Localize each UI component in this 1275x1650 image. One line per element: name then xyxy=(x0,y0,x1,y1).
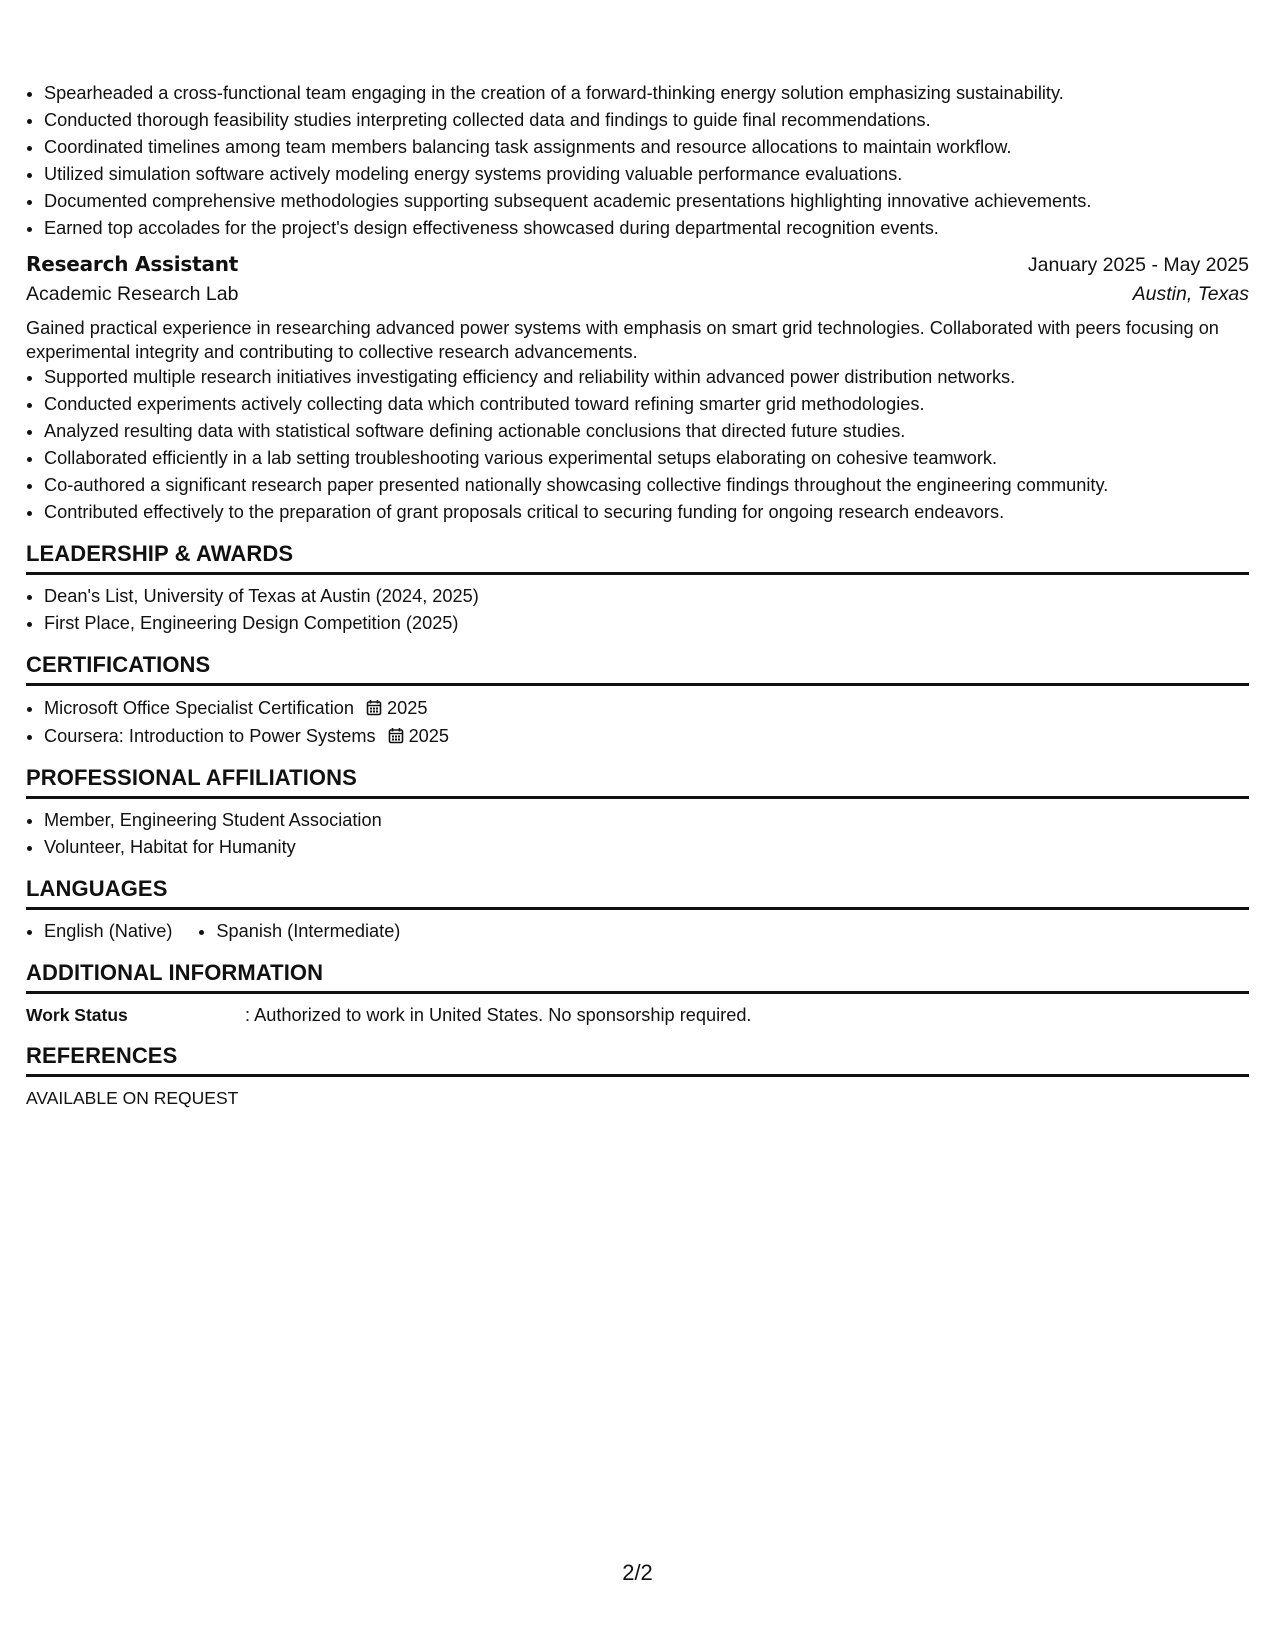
job-bullets xyxy=(26,364,1249,526)
list-item: • Conducted experiments actively collecting data which contributed toward refining smarter grid methodologies. xyxy=(44,391,1249,418)
languages-section xyxy=(26,875,1249,945)
section-title: LEADERSHIP & AWARDS xyxy=(26,540,1249,575)
list-item: • Analyzed resulting data with statistical software defining actionable conclusions that directed future studies. xyxy=(44,418,1249,445)
list-item: • English (Native) xyxy=(44,918,172,945)
resume-page xyxy=(26,80,1249,1111)
list-item: • Earned top accolades for the project's design effectiveness showcased during departmental recognition events. xyxy=(44,215,1249,242)
work-status-value: : Authorized to work in United States. No sponsorship required. xyxy=(245,1005,752,1025)
section-title: PROFESSIONAL AFFILIATIONS xyxy=(26,764,1249,799)
certifications-list xyxy=(26,694,1249,750)
leadership-section xyxy=(26,540,1249,637)
work-status-label: Work Status xyxy=(26,1005,128,1025)
job-title: Research Assistant xyxy=(26,252,239,276)
certification-year: 2025 xyxy=(408,726,450,746)
affiliations-list xyxy=(26,807,1249,861)
certifications-section xyxy=(26,651,1249,750)
list-item: • Spanish (Intermediate) xyxy=(216,918,400,945)
list-item xyxy=(44,722,1249,750)
job-organization: Academic Research Lab xyxy=(26,283,239,305)
certification-name: Microsoft Office Specialist Certification xyxy=(44,698,354,718)
list-item: • Utilized simulation software actively modeling energy systems providing valuable performance evaluations. xyxy=(44,161,1249,188)
certification-name: Coursera: Introduction to Power Systems xyxy=(44,726,376,746)
page-number: 2/2 xyxy=(622,1560,653,1585)
list-item: • Dean's List, University of Texas at Austin (2024, 2025) xyxy=(44,583,1249,610)
section-title: CERTIFICATIONS xyxy=(26,651,1249,686)
job-subheader xyxy=(26,283,1249,306)
list-item: • Supported multiple research initiatives investigating efficiency and reliability within advanced power distribution networks. xyxy=(44,364,1249,391)
list-item: • Documented comprehensive methodologies supporting subsequent academic presentations highlighting innovative achievements. xyxy=(44,188,1249,215)
list-item: • Conducted thorough feasibility studies interpreting collected data and findings to guide final recommendations. xyxy=(44,107,1249,134)
section-title: LANGUAGES xyxy=(26,875,1249,910)
section-title: ADDITIONAL INFORMATION xyxy=(26,959,1249,994)
list-item: • First Place, Engineering Design Competition (2025) xyxy=(44,610,1249,637)
certification-year: 2025 xyxy=(386,698,428,718)
list-item: • Contributed effectively to the preparation of grant proposals critical to securing funding for ongoing research endeavors. xyxy=(44,499,1249,526)
section-title: REFERENCES xyxy=(26,1042,1249,1077)
job-summary: Gained practical experience in researching advanced power systems with emphasis on smart grid technologies. Collaborated with peers focusing on experimental integrity and contributing to collective research advancements. xyxy=(26,318,1219,362)
list-item: • Collaborated efficiently in a lab setting troubleshooting various experimental setups elaborating on cohesive teamwork. xyxy=(44,445,1249,472)
affiliations-section xyxy=(26,764,1249,861)
references-text: AVAILABLE ON REQUEST xyxy=(26,1088,239,1108)
work-status-row xyxy=(26,1002,1249,1028)
list-item: • Spearheaded a cross-functional team engaging in the creation of a forward-thinking energy solution emphasizing sustainability. xyxy=(44,80,1249,107)
list-item: • Volunteer, Habitat for Humanity xyxy=(44,834,1249,861)
list-item: • Member, Engineering Student Association xyxy=(44,807,1249,834)
leadership-list xyxy=(26,583,1249,637)
calendar-icon xyxy=(388,727,404,744)
calendar-icon xyxy=(366,699,382,716)
languages-list xyxy=(26,918,1249,945)
list-item xyxy=(44,694,1249,722)
job-dates: January 2025 - May 2025 xyxy=(1027,254,1249,276)
list-item: • Coordinated timelines among team members balancing task assignments and resource allocations to maintain workflow. xyxy=(44,134,1249,161)
references-section xyxy=(26,1042,1249,1111)
job-location: Austin, Texas xyxy=(1132,283,1249,305)
job-header xyxy=(26,252,1249,277)
additional-info-section xyxy=(26,959,1249,1028)
list-item: • Co-authored a significant research paper presented nationally showcasing collective findings throughout the engineering community. xyxy=(44,472,1249,499)
previous-job-bullets xyxy=(26,80,1249,242)
